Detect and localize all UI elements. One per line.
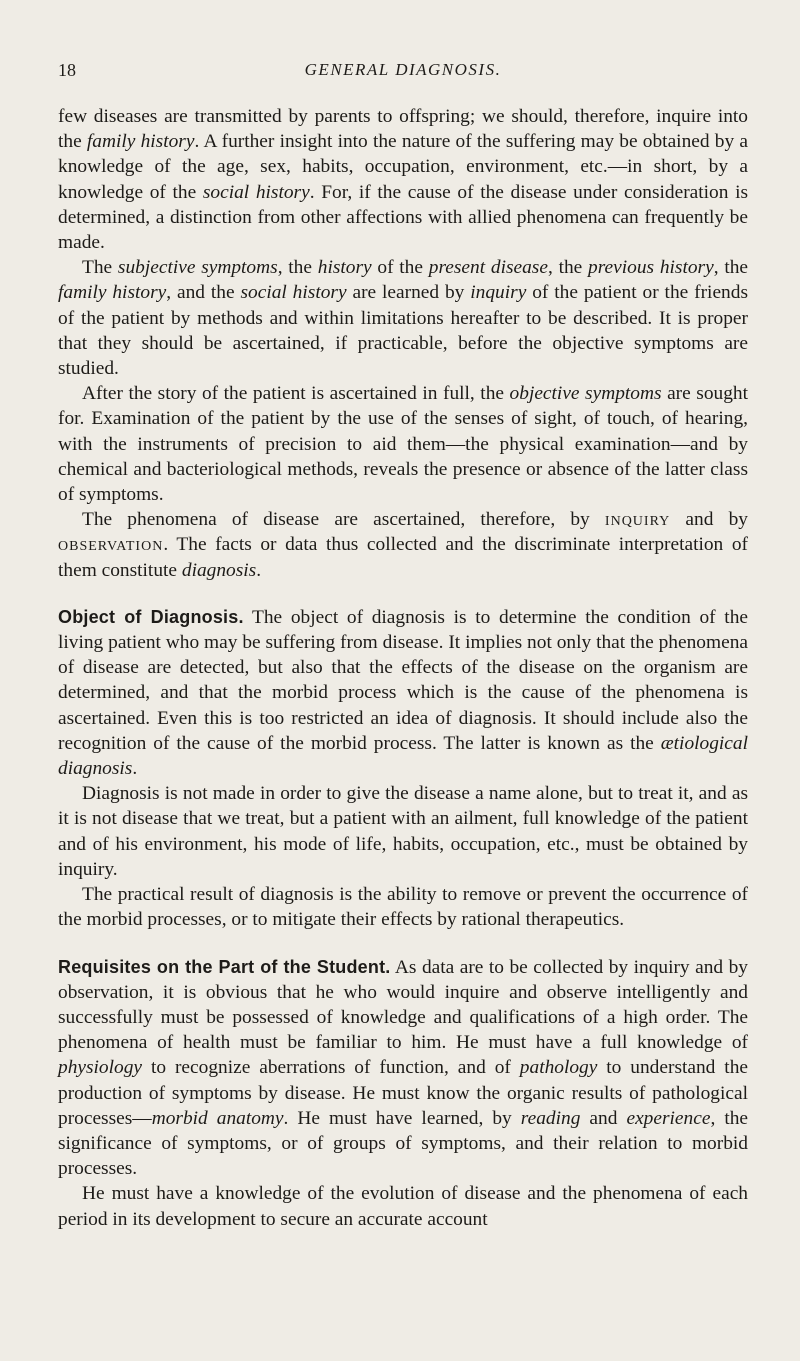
emphasis: history bbox=[317, 257, 372, 279]
paragraph-4 bbox=[58, 507, 748, 583]
text-run: The bbox=[82, 257, 118, 279]
paragraph-9 bbox=[58, 1181, 748, 1231]
paragraph-8 bbox=[58, 955, 748, 1182]
section-heading-object-of-diagnosis: Object of Diagnosis. bbox=[58, 606, 244, 627]
text-run: to understand the production of symptoms by disease. He must know the organic results of pathological processes— bbox=[58, 1057, 748, 1129]
emphasis: present disease bbox=[428, 257, 548, 279]
emphasis: pathology bbox=[519, 1057, 598, 1079]
emphasis: morbid anatomy bbox=[151, 1107, 284, 1129]
text-run: and bbox=[580, 1107, 627, 1129]
emphasis: physiology bbox=[58, 1057, 143, 1079]
emphasis: social history bbox=[202, 181, 310, 203]
page-number: 18 bbox=[58, 60, 76, 80]
section-heading-requisites: Requisites on the Part of the Student. bbox=[58, 956, 391, 977]
text-run: . The facts or data thus collected and the discriminate interpretation of them constitute bbox=[58, 534, 748, 581]
text-run: , the bbox=[713, 257, 749, 279]
text-run: . He must have learned, by bbox=[283, 1107, 521, 1129]
paragraph-7 bbox=[58, 882, 748, 932]
paragraph-5 bbox=[58, 605, 748, 781]
text-run: and by bbox=[670, 509, 748, 531]
text-run: . For, if the cause of the disease under consideration is determined, a distinction from other affections with allied phenomena can frequently be made. bbox=[58, 181, 749, 254]
text-run: The practical result of diagnosis is the ability to remove or prevent the occurrence of the morbid processes, or to mitigate their effects by rational therapeutics. bbox=[58, 884, 748, 931]
text-run: After the story of the patient is ascertained in full, the bbox=[82, 383, 510, 405]
text-run: few diseases are transmitted by parents to offspring; we should, therefore, inquire into the bbox=[58, 106, 748, 153]
page-header bbox=[58, 52, 748, 82]
emphasis: inquiry bbox=[470, 282, 527, 304]
emphasis: family history bbox=[86, 131, 195, 153]
emphasis: diagnosis bbox=[181, 559, 257, 581]
emphasis: previous history bbox=[588, 257, 714, 279]
body-text bbox=[58, 104, 748, 1232]
emphasis: family history bbox=[58, 282, 167, 304]
paragraph-2 bbox=[58, 255, 748, 381]
running-title: GENERAL DIAGNOSIS. bbox=[304, 60, 502, 79]
text-run: to recognize aberrations of function, and of bbox=[142, 1057, 520, 1079]
emphasis: experience bbox=[626, 1107, 711, 1129]
text-run: He must have a knowledge of the evolution of disease and the phenomena of each period in its development to secure an accurate account bbox=[58, 1183, 748, 1230]
text-run: . A further insight into the nature of the suffering may be obtained by a knowledge of the age, sex, habits, occupation, environment, etc.—in short, by a knowledge of the bbox=[58, 131, 748, 203]
emphasis: ætiological diagnosis bbox=[58, 732, 748, 780]
text-run: are sought for. Examination of the patient by the use of the senses of sight, of touch, of hearing, with the instruments of precision to aid them—the physical examination—and by chemical and bacteriological methods, reveals the presence or absence of the latter class of symptoms. bbox=[58, 383, 748, 506]
text-run: of the bbox=[371, 257, 429, 279]
text-run: , the bbox=[277, 257, 318, 279]
emphasis: social history bbox=[240, 282, 347, 304]
paragraph-6 bbox=[58, 781, 748, 882]
text-run: , and the bbox=[166, 282, 241, 304]
paragraph-3 bbox=[58, 381, 748, 507]
small-caps-term: inquiry bbox=[604, 509, 671, 531]
text-run: of the patient or the friends of the patient by methods and within limitations hereafter to be described. It is proper that they should be ascertained, if practicable, before the objective symptoms are studied. bbox=[58, 282, 748, 380]
text-run: The phenomena of disease are ascertained, therefore, by bbox=[82, 509, 605, 531]
text-run: . bbox=[256, 559, 262, 581]
emphasis: objective symptoms bbox=[509, 383, 662, 405]
text-run: . bbox=[132, 758, 138, 780]
text-run: , the bbox=[547, 257, 589, 279]
small-caps-term: observation bbox=[58, 534, 164, 556]
emphasis: reading bbox=[520, 1107, 581, 1129]
text-run: The object of diagnosis is to determine the condition of the living patient who may be suffering from disease. It implies not only that the phenomena of disease are detected, but also that the effects of the disease on the organism are determined, and that the morbid process which is the cause of the phenomena is ascertained. Even this is too restricted an idea of diagnosis. It should include also the recognition of the cause of the morbid process. The latter is known as the bbox=[58, 606, 748, 754]
emphasis: subjective symptoms bbox=[117, 257, 278, 279]
paragraph-1 bbox=[58, 104, 748, 255]
text-run: are learned by bbox=[346, 282, 471, 304]
text-run: Diagnosis is not made in order to give the disease a name alone, but to treat it, and as it is not disease that we treat, but a patient with an ailment, full knowledge of the patient and of his environment, his mode of life, habits, occupation, etc., must be obtained by inquiry. bbox=[58, 783, 748, 880]
text-run: , the significance of symptoms, or of groups of symptoms, and their relation to morbid processes. bbox=[58, 1107, 749, 1180]
text-run: As data are to be collected by inquiry and by observation, it is obvious that he who would inquire and observe intelligently and successfully must be possessed of knowledge and qualifications of a high order. The phenomena of health must be familiar to him. He must have a full knowledge of bbox=[58, 956, 748, 1054]
